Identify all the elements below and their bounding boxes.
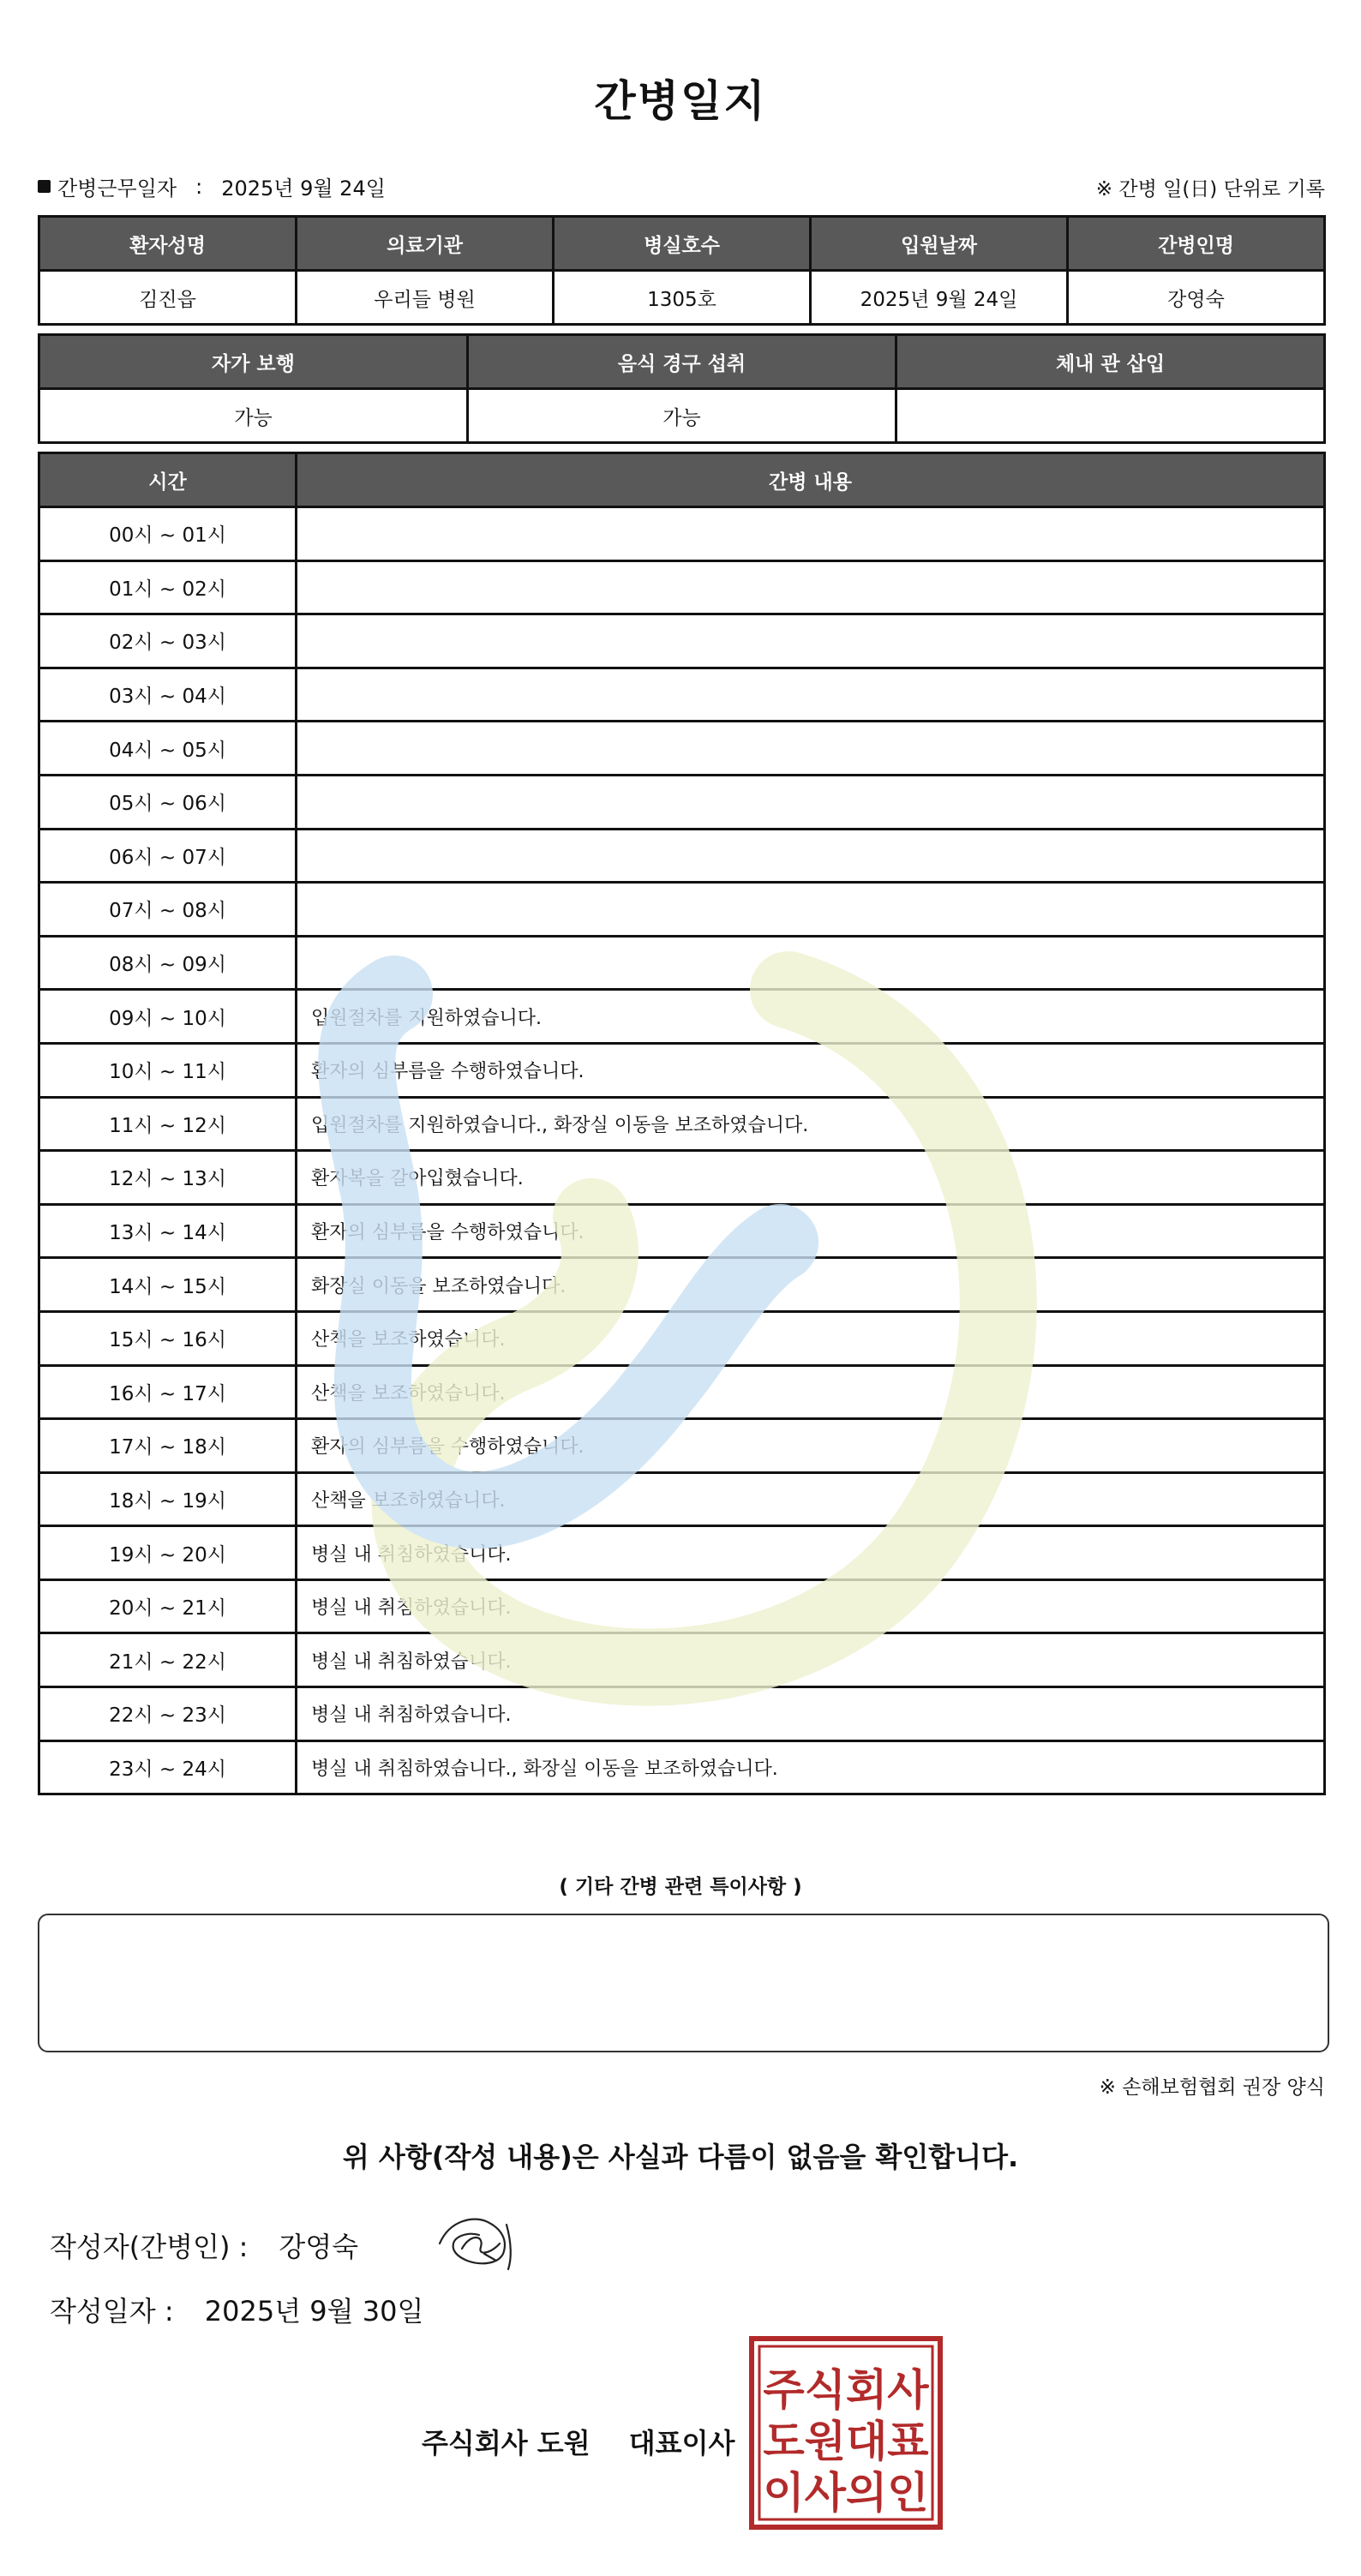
time-cell: 15시 ~ 16시 <box>39 1311 297 1365</box>
table-row <box>39 614 1325 668</box>
table-row <box>39 1472 1325 1526</box>
written-date-value: 2025년 9월 30일 <box>204 2295 424 2327</box>
time-cell: 23시 ~ 24시 <box>39 1740 297 1794</box>
care-content-cell <box>297 722 1325 776</box>
care-content-cell: 환자복을 갈아입혔습니다. <box>297 1151 1325 1205</box>
patient-status-table <box>38 333 1326 444</box>
care-content-cell <box>297 614 1325 668</box>
time-cell: 10시 ~ 11시 <box>39 1043 297 1097</box>
table-row <box>39 1526 1325 1580</box>
time-cell: 07시 ~ 08시 <box>39 883 297 937</box>
care-content-cell: 병실 내 취침하였습니다. <box>297 1579 1325 1633</box>
writer-row <box>50 2226 358 2265</box>
table-row <box>39 1151 1325 1205</box>
work-date-label: 간병근무일자 <box>57 177 177 201</box>
hospital-value: 우리들 병원 <box>297 271 554 325</box>
table-row <box>39 1687 1325 1741</box>
time-cell: 09시 ~ 10시 <box>39 990 297 1044</box>
time-cell: 14시 ~ 15시 <box>39 1258 297 1312</box>
header-admission-date: 입원날짜 <box>811 217 1068 271</box>
page-title: 간병일지 <box>594 76 767 126</box>
self-walking-value: 가능 <box>39 389 468 443</box>
company-seal-icon <box>749 2336 943 2530</box>
room-number-value: 1305호 <box>554 271 811 325</box>
memo-box <box>38 1914 1329 2052</box>
company-signature-line <box>422 2422 734 2461</box>
table-row <box>39 829 1325 883</box>
work-date-value: 2025년 9월 24일 <box>221 177 386 201</box>
written-date-row <box>50 2290 423 2329</box>
header-patient-name: 환자성명 <box>39 217 297 271</box>
table-row <box>39 722 1325 776</box>
bullet-square-icon <box>38 180 51 193</box>
writer-name: 강영숙 <box>279 2231 359 2263</box>
time-cell: 13시 ~ 14시 <box>39 1204 297 1258</box>
care-content-cell <box>297 560 1325 614</box>
care-content-cell: 병실 내 취침하였습니다. <box>297 1526 1325 1580</box>
seal-text-line: 주식회사 <box>763 2365 929 2415</box>
care-content-cell: 입원절차를 지원하였습니다., 화장실 이동을 보조하였습니다. <box>297 1097 1325 1151</box>
care-content-cell: 산책을 보조하였습니다. <box>297 1311 1325 1365</box>
header-time: 시간 <box>39 453 297 507</box>
work-date-separator: : <box>195 174 203 199</box>
table-row <box>39 990 1325 1044</box>
time-cell: 01시 ~ 02시 <box>39 560 297 614</box>
header-room-number: 병실호수 <box>554 217 811 271</box>
care-content-cell: 병실 내 취침하였습니다., 화장실 이동을 보조하였습니다. <box>297 1740 1325 1794</box>
care-content-cell: 산책을 보조하였습니다. <box>297 1472 1325 1526</box>
table-row <box>39 668 1325 722</box>
care-content-cell <box>297 936 1325 990</box>
unit-note: ※ 간병 일(日) 단위로 기록 <box>1095 178 1325 201</box>
signature-icon <box>433 2209 519 2273</box>
care-content-cell <box>297 668 1325 722</box>
care-content-cell <box>297 883 1325 937</box>
care-content-cell: 입원절차를 지원하였습니다. <box>297 990 1325 1044</box>
time-cell: 04시 ~ 05시 <box>39 722 297 776</box>
header-tube-insertion: 체내 관 삽입 <box>896 335 1325 389</box>
table-row <box>39 1365 1325 1419</box>
patient-name-value: 김진읍 <box>39 271 297 325</box>
header-care-content: 간병 내용 <box>297 453 1325 507</box>
time-cell: 18시 ~ 19시 <box>39 1472 297 1526</box>
seal-text-line: 도원대표 <box>763 2417 929 2466</box>
standard-form-note: ※ 손해보험협회 권장 양식 <box>1099 2076 1325 2099</box>
company-name: 주식회사 도원 <box>422 2427 591 2459</box>
seal-text-line: 이사의인 <box>763 2468 929 2518</box>
care-content-cell: 환자의 심부름을 수행하였습니다. <box>297 1204 1325 1258</box>
time-cell: 22시 ~ 23시 <box>39 1687 297 1741</box>
care-content-cell: 병실 내 취침하였습니다. <box>297 1687 1325 1741</box>
table-row <box>39 1043 1325 1097</box>
memo-title: ( 기타 간병 관련 특이사항 ) <box>559 1876 802 1898</box>
time-cell: 11시 ~ 12시 <box>39 1097 297 1151</box>
care-content-cell <box>297 775 1325 829</box>
table-row <box>39 1204 1325 1258</box>
table-row <box>39 1740 1325 1794</box>
care-content-cell: 환자의 심부름을 수행하였습니다. <box>297 1419 1325 1473</box>
writer-label: 작성자(간병인) : <box>50 2231 249 2263</box>
time-cell: 02시 ~ 03시 <box>39 614 297 668</box>
care-content-cell: 환자의 심부름을 수행하였습니다. <box>297 1043 1325 1097</box>
table-row <box>39 1633 1325 1687</box>
table-row <box>39 1097 1325 1151</box>
time-cell: 00시 ~ 01시 <box>39 507 297 561</box>
oral-intake-value: 가능 <box>468 389 896 443</box>
time-cell: 06시 ~ 07시 <box>39 829 297 883</box>
tube-insertion-value <box>896 389 1325 443</box>
header-self-walking: 자가 보행 <box>39 335 468 389</box>
table-row <box>39 1311 1325 1365</box>
time-cell: 05시 ~ 06시 <box>39 775 297 829</box>
time-cell: 20시 ~ 21시 <box>39 1579 297 1633</box>
table-row <box>39 936 1325 990</box>
care-log-table <box>38 452 1326 1795</box>
representative-title: 대표이사 <box>628 2427 735 2459</box>
table-row <box>39 1419 1325 1473</box>
table-row <box>39 775 1325 829</box>
table-row <box>39 560 1325 614</box>
table-row <box>39 1579 1325 1633</box>
care-content-cell <box>297 507 1325 561</box>
confirmation-statement: 위 사항(작성 내용)은 사실과 다름이 없음을 확인합니다. <box>342 2141 1019 2173</box>
header-oral-intake: 음식 경구 섭취 <box>468 335 896 389</box>
time-cell: 16시 ~ 17시 <box>39 1365 297 1419</box>
table-row <box>39 883 1325 937</box>
care-content-cell: 병실 내 취침하였습니다. <box>297 1633 1325 1687</box>
time-cell: 17시 ~ 18시 <box>39 1419 297 1473</box>
work-date-row <box>38 171 386 201</box>
header-hospital: 의료기관 <box>297 217 554 271</box>
caregiver-name-value: 강영숙 <box>1068 271 1325 325</box>
header-caregiver-name: 간병인명 <box>1068 217 1325 271</box>
time-cell: 12시 ~ 13시 <box>39 1151 297 1205</box>
table-row <box>39 1258 1325 1312</box>
patient-info-table <box>38 215 1326 326</box>
care-content-cell: 산책을 보조하였습니다. <box>297 1365 1325 1419</box>
time-cell: 21시 ~ 22시 <box>39 1633 297 1687</box>
written-date-label: 작성일자 : <box>50 2295 174 2327</box>
care-content-cell: 화장실 이동을 보조하였습니다. <box>297 1258 1325 1312</box>
time-cell: 08시 ~ 09시 <box>39 936 297 990</box>
care-content-cell <box>297 829 1325 883</box>
admission-date-value: 2025년 9월 24일 <box>811 271 1068 325</box>
time-cell: 19시 ~ 20시 <box>39 1526 297 1580</box>
table-row <box>39 507 1325 561</box>
time-cell: 03시 ~ 04시 <box>39 668 297 722</box>
